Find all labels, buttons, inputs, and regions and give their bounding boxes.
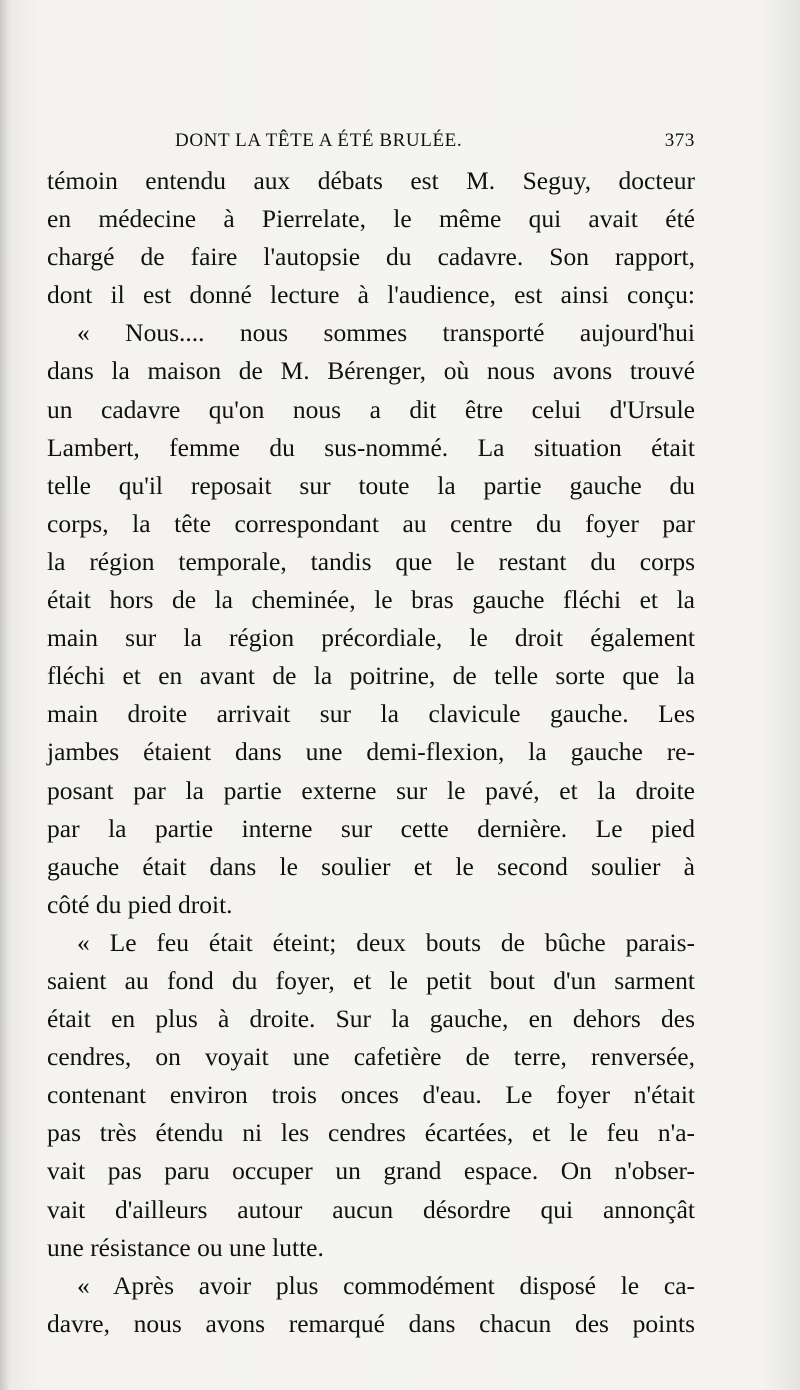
text-line: dans la maison de M. Bérenger, où nous avons trouvé [47,356,695,386]
body-text [47,162,695,1343]
text-line: cendres, on voyait une cafetière de terre, renversée, [47,1042,695,1072]
text-line: vait pas paru occuper un grand espace. On n'obser- [47,1156,695,1186]
text-line: témoin entendu aux débats est M. Seguy, docteur [47,166,695,195]
text-line: corps, la tête correspondant au centre du foyer par [47,508,695,538]
page-header [175,130,695,160]
text-line: main sur la région précordiale, le droit également [47,623,695,653]
text-line: « Le feu était éteint; deux bouts de bûche parais- [77,927,695,957]
text-line: Lambert, femme du sus-nommé. La situation était [47,432,695,462]
text-line: un cadavre qu'on nous a dit être celui d'Ursule [47,394,695,424]
text-line: était en plus à droite. Sur la gauche, en dehors des [47,1004,695,1034]
text-line: jambes étaient dans une demi-flexion, la gauche re- [47,737,695,767]
text-line: dont il est donné lecture à l'audience, est ainsi conçu: [47,280,695,310]
text-line: la région temporale, tandis que le restant du corps [47,546,695,576]
text-line: « Nous.... nous sommes transporté aujourd'hui [77,318,695,348]
text-line: en médecine à Pierrelate, le même qui avait été [47,204,695,234]
text-line: chargé de faire l'autopsie du cadavre. Son rapport, [47,242,695,272]
text-line: une résistance ou une lutte. [47,1232,324,1262]
text-line: gauche était dans le soulier et le second soulier à [47,851,695,881]
text-line: par la partie interne sur cette dernière. Le pied [47,813,695,843]
text-line: côté du pied droit. [47,889,233,919]
text-line: main droite arrivait sur la clavicule gauche. Les [47,699,695,729]
text-line: fléchi et en avant de la poitrine, de telle sorte que la [47,661,695,691]
page-edge-shadow [0,0,10,1390]
text-line: contenant environ trois onces d'eau. Le foyer n'était [47,1080,695,1110]
running-head: DONT LA TÊTE A ÉTÉ BRULÉE. [175,130,463,151]
text-line: saient au fond du foyer, et le petit bout d'un sarment [47,965,695,995]
text-line: vait d'ailleurs autour aucun désordre qui annonçât [47,1194,695,1224]
text-line: « Après avoir plus commodément disposé le ca- [77,1270,695,1300]
text-line: davre, nous avons remarqué dans chacun des points [47,1308,695,1338]
text-line: telle qu'il reposait sur toute la partie gauche du [47,470,695,500]
page-number: 373 [664,130,695,151]
text-line: pas très étendu ni les cendres écartées, et le feu n'a- [47,1118,695,1148]
text-line: était hors de la cheminée, le bras gauche fléchi et la [47,585,695,615]
text-line: posant par la partie externe sur le pavé, et la droite [47,775,695,805]
